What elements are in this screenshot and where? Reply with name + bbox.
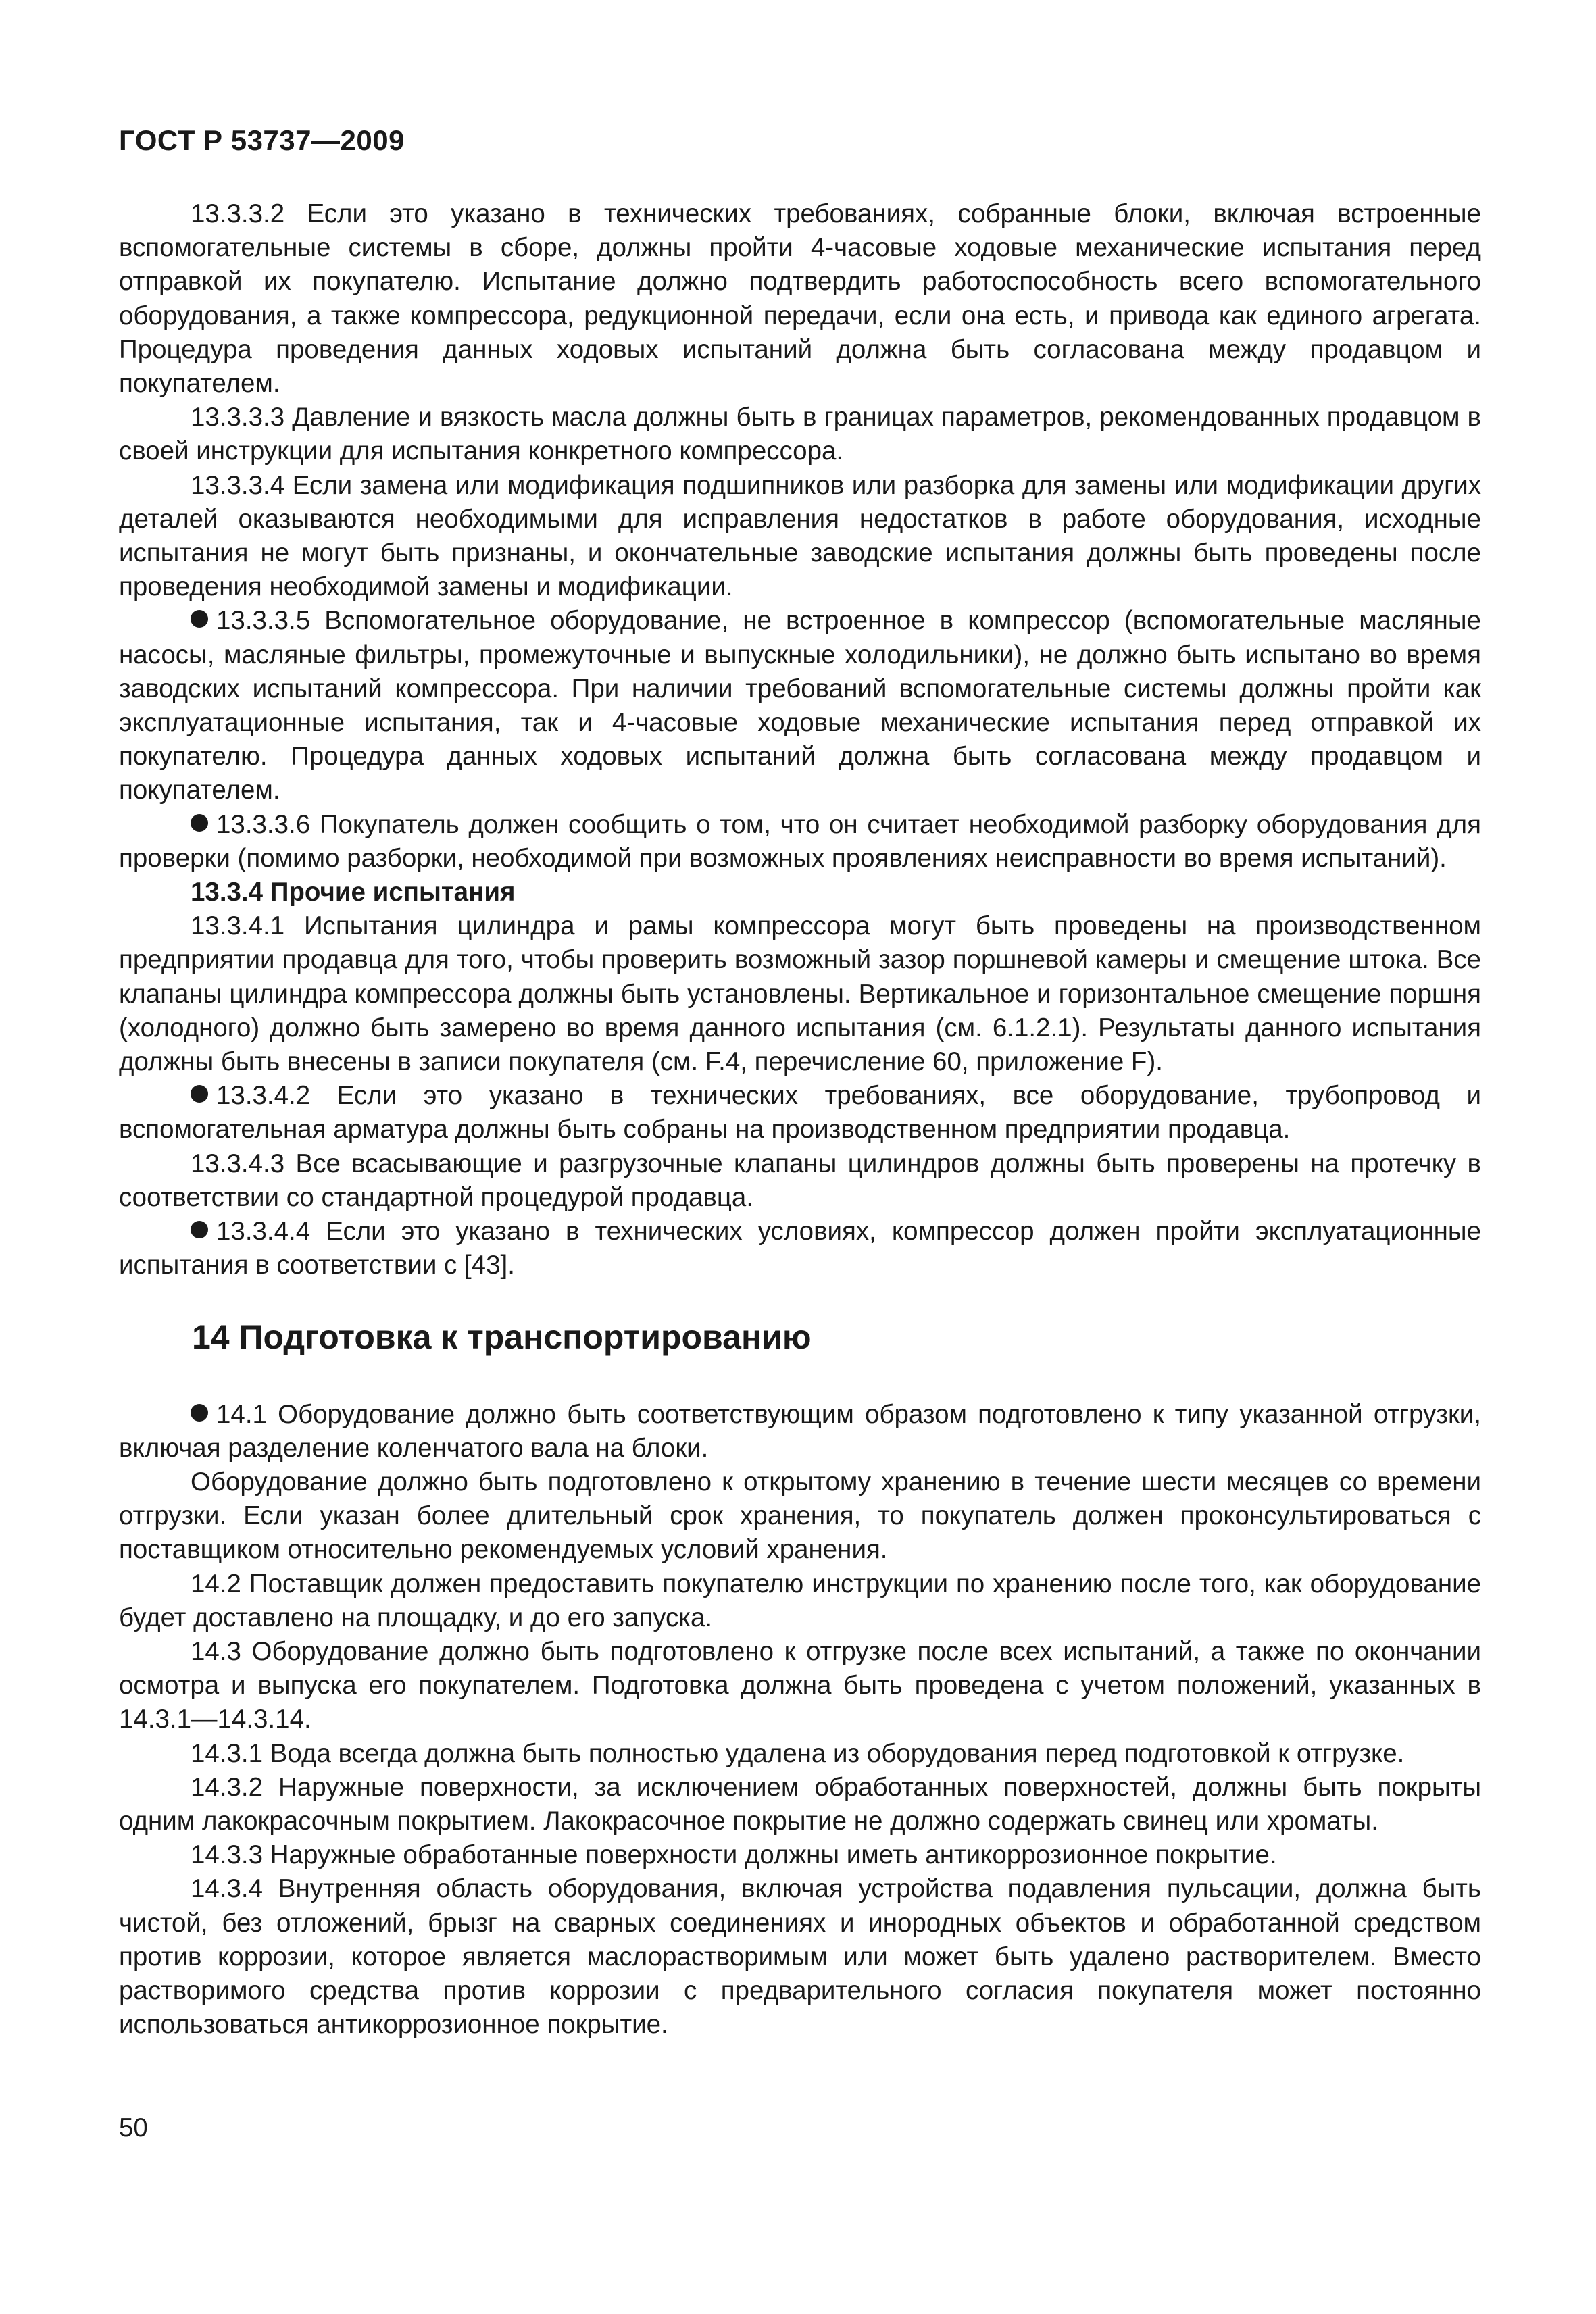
paragraph-text: 13.3.4.1 Испытания цилиндра и рамы компрессора могут быть проведены на производственном предприятии продавца для того, чтобы проверить возможный зазор поршневой камеры и смещение штока. Все клапаны цилиндра компрессора должны быть установлены. Вертикальное и горизонтальное смещение поршня (холодного) должно быть замерено во время данного испытания (см. 6.1.2.1). Результаты данного испытания должны быть внесены в записи покупателя (см. F.4, перечисление 60, приложение F).	[119, 911, 1481, 1077]
section-title: 14 Подготовка к транспортированию	[192, 1317, 812, 1356]
paragraph	[119, 1567, 1481, 1635]
paragraph	[119, 1079, 1481, 1147]
paragraph-text: 14.3 Оборудование должно быть подготовлено к отгрузке после всех испытаний, а также по окончании осмотра и выпуска его покупателем. Подготовка должна быть проведена с учетом положений, указанных в 14.3.1—14.3.14.	[119, 1636, 1481, 1734]
paragraph	[119, 1398, 1481, 1465]
paragraph	[119, 808, 1481, 876]
paragraph-text: 14.2 Поставщик должен предоставить покупателю инструкции по хранению после того, как оборудование будет доставлено на площадку, и до его запуска.	[119, 1569, 1481, 1632]
bullet-marker-icon	[191, 610, 208, 628]
paragraph	[119, 197, 1481, 401]
paragraph-text: 14.3.2 Наружные поверхности, за исключением обработанных поверхностей, должны быть покрыты одним лакокрасочным покрытием. Лакокрасочное покрытие не должно содержать свинец или хроматы.	[119, 1772, 1481, 1836]
page-number: 50	[119, 2113, 148, 2142]
paragraph-text: 13.3.3.3 Давление и вязкость масла должны быть в границах параметров, рекомендованных продавцом в своей инструкции для испытания конкретного компрессора.	[119, 403, 1481, 466]
paragraph	[119, 1147, 1481, 1215]
paragraph-text: 14.3.3 Наружные обработанные поверхности должны иметь антикоррозионное покрытие.	[191, 1840, 1277, 1870]
paragraph	[119, 469, 1481, 605]
paragraph-text: 13.3.3.6 Покупатель должен сообщить о том, что он считает необходимой разборку оборудования для проверки (помимо разборки, необходимой при возможных проявлениях неисправности во время испытаний).	[119, 809, 1481, 873]
document-code: ГОСТ Р 53737—2009	[119, 124, 405, 156]
paragraph-text: 13.3.3.4 Если замена или модификация подшипников или разборка для замены или модификации других деталей оказываются необходимыми для исправления недостатков в работе оборудования, исходные испытания не могут быть признаны, и окончательные заводские испытания должны быть проведены после проведения необходимой замены и модификации.	[119, 470, 1481, 602]
paragraph-text: 14.3.4 Внутренняя область оборудования, включая устройства подавления пульсации, должна быть чистой, без отложений, брызг на сварных соединениях и инородных объектов и обработанной средством против коррозии, которое является маслорастворимым или может быть удалено растворителем. Вместо растворимого средства против коррозии с предварительного согласия покупателя может постоянно использоваться антикоррозионное покрытие.	[119, 1874, 1481, 2040]
bullet-marker-icon	[191, 1085, 208, 1103]
subsection-title: 13.3.4 Прочие испытания	[191, 878, 516, 907]
paragraph	[119, 1215, 1481, 1282]
paragraph-group-c	[119, 1398, 1481, 2042]
paragraph-text: 13.3.4.4 Если это указано в технических условиях, компрессор должен пройти эксплуатационные испытания в соответствии с [43].	[119, 1217, 1481, 1280]
paragraph-text: 13.3.4.3 Все всасывающие и разгрузочные клапаны цилиндров должны быть проверены на протечку в соответствии со стандартной процедурой продавца.	[119, 1149, 1481, 1212]
paragraph-text: Оборудование должно быть подготовлено к открытому хранению в течение шести месяцев со времени отгрузки. Если указан более длительный срок хранения, то покупатель должен проконсультироваться с поставщиком относительно рекомендуемых условий хранения.	[119, 1467, 1481, 1565]
paragraph	[119, 1465, 1481, 1567]
paragraph-text: 13.3.3.5 Вспомогательное оборудование, не встроенное в компрессор (вспомогательные масляные насосы, масляные фильтры, промежуточные и выпускные холодильники), не должно быть испытано во время заводских испытаний компрессора. При наличии требований вспомогательные системы должны пройти как эксплуатационные испытания, так и 4-часовые ходовые механические испытания перед отправкой их покупателю. Процедура данных ходовых испытаний должна быть согласована между продавцом и покупателем.	[119, 606, 1481, 805]
document-body	[119, 197, 1481, 2042]
bullet-marker-icon	[191, 1221, 208, 1238]
paragraph-text: 14.3.1 Вода всегда должна быть полностью удалена из оборудования перед подготовкой к отгрузке.	[191, 1738, 1405, 1768]
paragraph-text: 13.3.3.2 Если это указано в технических требованиях, собранные блоки, включая встроенные вспомогательные системы в сборе, должны пройти 4-часовые ходовые механические испытания перед отправкой их покупателю. Испытание должно подтвердить работоспособность всего вспомогательного оборудования, а также компрессора, редукционной передачи, если она есть, и привода как единого агрегата. Процедура проведения данных ходовых испытаний должна быть согласована между продавцом и покупателем.	[119, 199, 1481, 399]
bullet-marker-icon	[191, 1404, 208, 1422]
paragraph	[119, 1737, 1481, 1771]
paragraph	[119, 604, 1481, 807]
paragraph-group-a	[119, 197, 1481, 876]
paragraph-group-b	[119, 909, 1481, 1282]
paragraph	[119, 1635, 1481, 1737]
paragraph	[119, 401, 1481, 468]
paragraph-text: 14.1 Оборудование должно быть соответствующим образом подготовлено к типу указанной отгрузки, включая разделение коленчатого вала на блоки.	[119, 1399, 1481, 1463]
bullet-marker-icon	[191, 814, 208, 832]
paragraph	[119, 1771, 1481, 1838]
paragraph	[119, 1872, 1481, 2042]
paragraph	[119, 1838, 1481, 1872]
paragraph	[119, 909, 1481, 1079]
paragraph-text: 13.3.4.2 Если это указано в технических требованиях, все оборудование, трубопровод и вспомогательная арматура должны быть собраны на производственном предприятии продавца.	[119, 1081, 1481, 1145]
